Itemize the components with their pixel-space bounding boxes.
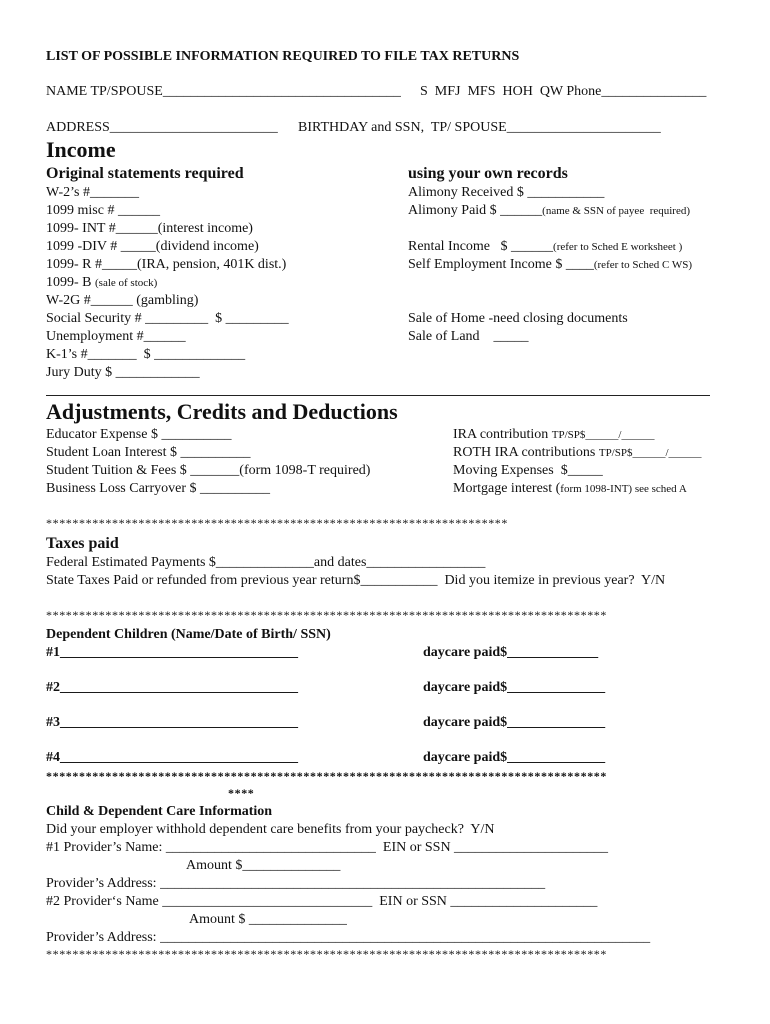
income-item-social-security[interactable]: Social Security # _________ $ _________: [46, 311, 289, 326]
dependent-2-field[interactable]: #2__________________________________: [46, 680, 298, 695]
own-records-heading: using your own records: [408, 165, 568, 182]
income-item-1099-b-note: (sale of stock): [95, 277, 158, 289]
student-loan-interest-field[interactable]: Student Loan Interest $ __________: [46, 445, 251, 460]
birthday-ssn-field[interactable]: BIRTHDAY and SSN, TP/ SPOUSE______________________: [298, 120, 661, 135]
separator-stars-4: *************************************************************************************: [46, 947, 607, 961]
income-item-jury-duty[interactable]: Jury Duty $ ____________: [46, 365, 200, 380]
mortgage-interest-field: [453, 481, 687, 497]
educator-expense-field[interactable]: Educator Expense $ __________: [46, 427, 232, 442]
income-heading: Income: [46, 137, 116, 162]
original-statements-heading: Original statements required: [46, 165, 244, 182]
separator-stars-1: **********************************************************************: [46, 516, 508, 530]
ira-contribution-label: IRA contribution: [453, 427, 549, 442]
rental-income-field[interactable]: [408, 239, 682, 255]
address-field[interactable]: ADDRESS________________________: [46, 120, 278, 135]
roth-ira-note: TP/SP$______/______: [598, 447, 702, 459]
income-item-1099-misc[interactable]: 1099 misc # ______: [46, 203, 160, 218]
document-title: LIST OF POSSIBLE INFORMATION REQUIRED TO FILE TAX RETURNS: [46, 49, 520, 64]
separator-stars-short: ****: [228, 786, 255, 800]
alimony-paid-note: (name & SSN of payee required): [542, 205, 691, 217]
mortgage-interest-note: form 1098-INT) see sched A: [560, 483, 687, 495]
daycare-2-field[interactable]: daycare paid$______________: [423, 680, 606, 695]
sale-of-land-field[interactable]: Sale of Land _____: [408, 329, 529, 344]
income-item-1099-b-label: 1099- B: [46, 275, 92, 290]
income-item-1099-int[interactable]: 1099- INT #______(interest income): [46, 221, 253, 236]
tuition-fees-field[interactable]: Student Tuition & Fees $ _______(form 1098-T required): [46, 463, 371, 478]
income-item-w2g[interactable]: W-2G #______ (gambling): [46, 293, 199, 308]
filing-status-phone-field[interactable]: S MFJ MFS HOH QW Phone_______________: [420, 84, 707, 99]
roth-ira-label: ROTH IRA contributions: [453, 445, 596, 460]
provider-1-address-field[interactable]: Provider’s Address: _______________________________________________________: [46, 876, 546, 891]
rental-income-note: (refer to Sched E worksheet ): [553, 241, 683, 253]
income-item-1099-div[interactable]: 1099 -DIV # _____(dividend income): [46, 239, 259, 254]
roth-ira-field[interactable]: [453, 445, 702, 461]
income-item-1099-r[interactable]: 1099- R #_____(IRA, pension, 401K dist.): [46, 257, 287, 272]
income-divider: [46, 395, 710, 396]
federal-estimated-payments-field[interactable]: Federal Estimated Payments $______________and dates_________________: [46, 555, 486, 570]
dependent-4-field[interactable]: #4__________________________________: [46, 750, 298, 765]
taxes-paid-heading: Taxes paid: [46, 535, 119, 552]
ira-contribution-note: TP/SP$______/______: [551, 429, 655, 441]
employer-withhold-question[interactable]: Did your employer withhold dependent care benefits from your paycheck? Y/N: [46, 822, 495, 837]
daycare-1-field[interactable]: daycare paid$_____________: [423, 645, 599, 660]
provider-2-amount-field[interactable]: Amount $ ______________: [189, 912, 347, 927]
rental-income-label: Rental Income $ ______: [408, 239, 554, 254]
daycare-3-field[interactable]: daycare paid$______________: [423, 715, 606, 730]
business-loss-field[interactable]: Business Loss Carryover $ __________: [46, 481, 270, 496]
mortgage-interest-label: Mortgage interest (: [453, 481, 561, 496]
income-item-k1[interactable]: K-1’s #_______ $ _____________: [46, 347, 246, 362]
name-field[interactable]: NAME TP/SPOUSE__________________________________: [46, 84, 401, 99]
alimony-paid-label: Alimony Paid $ ______: [408, 203, 543, 218]
income-item-unemployment[interactable]: Unemployment #______: [46, 329, 186, 344]
separator-stars-3: *************************************************************************************: [46, 769, 607, 783]
self-employment-field[interactable]: [408, 257, 692, 273]
income-item-1099-b[interactable]: [46, 275, 157, 291]
provider-2-address-field[interactable]: Provider’s Address: ______________________________________________________________________: [46, 930, 651, 945]
moving-expenses-field[interactable]: Moving Expenses $_____: [453, 463, 603, 478]
dependent-care-heading: Child & Dependent Care Information: [46, 804, 273, 819]
state-taxes-field[interactable]: State Taxes Paid or refunded from previous year return$___________ Did you itemize in previous year? Y/N: [46, 573, 666, 588]
adjustments-heading: Adjustments, Credits and Deductions: [46, 399, 398, 424]
provider-2-name-field[interactable]: #2 Provider‘s Name ______________________________ EIN or SSN _____________________: [46, 894, 598, 909]
income-item-w2[interactable]: W-2’s #_______: [46, 185, 139, 200]
daycare-4-field[interactable]: daycare paid$______________: [423, 750, 606, 765]
provider-1-name-field[interactable]: #1 Provider’s Name: ______________________________ EIN or SSN ______________________: [46, 840, 609, 855]
ira-contribution-field[interactable]: [453, 427, 654, 443]
sale-of-home-item: Sale of Home -need closing documents: [408, 311, 628, 326]
provider-1-amount-field[interactable]: Amount $______________: [186, 858, 341, 873]
alimony-received-field[interactable]: Alimony Received $ ___________: [408, 185, 605, 200]
dependent-children-heading: Dependent Children (Name/Date of Birth/ SSN): [46, 627, 331, 642]
alimony-paid-field[interactable]: [408, 203, 690, 219]
separator-stars-2: *************************************************************************************: [46, 608, 607, 622]
self-employment-label: Self Employment Income $ ____: [408, 257, 594, 272]
dependent-1-field[interactable]: #1__________________________________: [46, 645, 298, 660]
dependent-3-field[interactable]: #3__________________________________: [46, 715, 298, 730]
self-employment-note: (refer to Sched C WS): [593, 259, 693, 271]
